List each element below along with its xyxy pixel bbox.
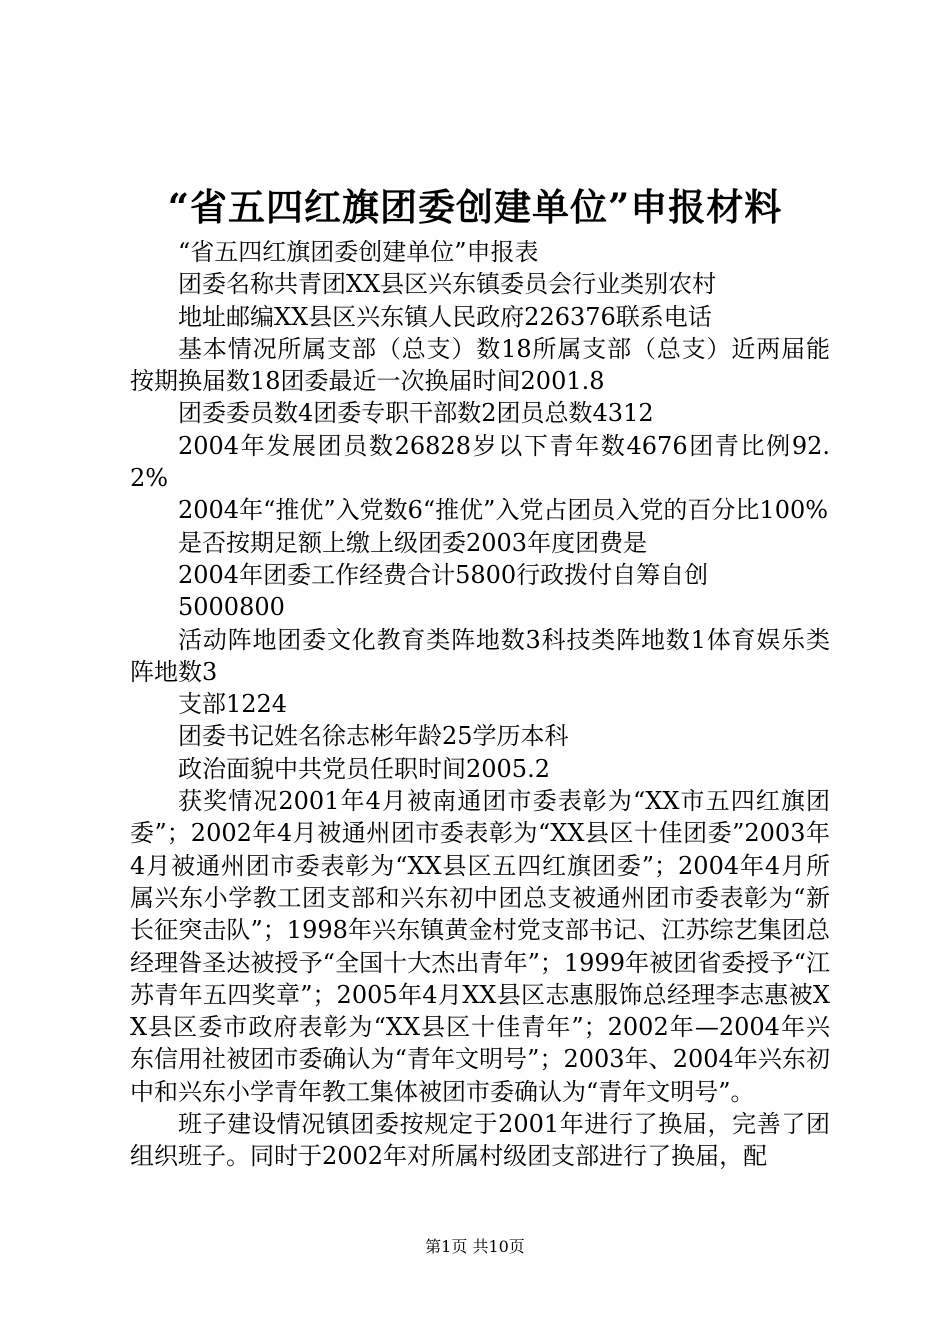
- document-title: “省五四红旗团委创建单位”申报材料: [167, 185, 783, 229]
- paragraph-activity-venues: 活动阵地团委文化教育类阵地数3科技类阵地数1体育娱乐类阵地数3: [130, 625, 830, 686]
- paragraph-awards: 获奖情况2001年4月被南通团市委表彰为“XX市五四红旗团委”；2002年4月被通州团市委表彰为“XX县区十佳团委”2003年4月被通州团市委表彰为“XX县区五四红旗团委”；2004年4月所属兴东小学教工团支部和兴东初中团总支被通州团市委表彰为“新长征突击队”；1998年兴东镇黄金村党支部书记、江苏综艺集团总经理昝圣达被授予“全国十大杰出青年”；1999年被团省委授予“江苏青年五四奖章”；2005年4月XX县区志惠服饰总经理李志惠被XX县区委市政府表彰为“XX县区十佳青年”；2002年—2004年兴东信用社被团市委确认为“青年文明号”；2003年、2004年兴东初中和兴东小学青年教工集体被团市委确认为“青年文明号”。: [130, 787, 830, 1106]
- paragraph-party-recommendation: 2004年“推优”入党数6“推优”入党占团员入党的百分比100%: [178, 496, 829, 525]
- page-footer: 第1页 共10页: [425, 1237, 525, 1256]
- paragraph-form-title: “省五四红旗团委创建单位”申报表: [178, 238, 539, 266]
- paragraph-political-status: 政治面貌中共党员任职时间2005.2: [178, 754, 550, 783]
- paragraph-secretary: 团委书记姓名徐志彬年龄25学历本科: [178, 722, 569, 751]
- paragraph-committee-members: 团委委员数4团委专职干部数2团员总数4312: [178, 399, 654, 428]
- paragraph-address: 地址邮编XX县区兴东镇人民政府226376联系电话: [178, 302, 712, 331]
- paragraph-branch: 支部1224: [178, 690, 288, 719]
- paragraph-org-name: 团委名称共青团XX县区兴东镇委员会行业类别农村: [178, 270, 717, 299]
- paragraph-member-development: 2004年发展团员数26828岁以下青年数4676团青比例92.2%: [130, 431, 830, 493]
- paragraph-funding: 2004年团委工作经费合计5800行政拨付自筹自创: [178, 560, 709, 589]
- paragraph-basic-info: 基本情况所属支部（总支）数18所属支部（总支）近两届能按期换届数18团委最近一次换届时间2001.8: [130, 334, 830, 396]
- document-body: [130, 236, 830, 1173]
- paragraph-dues: 是否按期足额上缴上级团委2003年度团费是: [178, 528, 648, 557]
- paragraph-funding-values: 5000800: [178, 593, 285, 622]
- paragraph-team-building: 班子建设情况镇团委按规定于2001年进行了换届，完善了团组织班子。同时于2002年对所属村级团支部进行了换届，配: [130, 1110, 830, 1171]
